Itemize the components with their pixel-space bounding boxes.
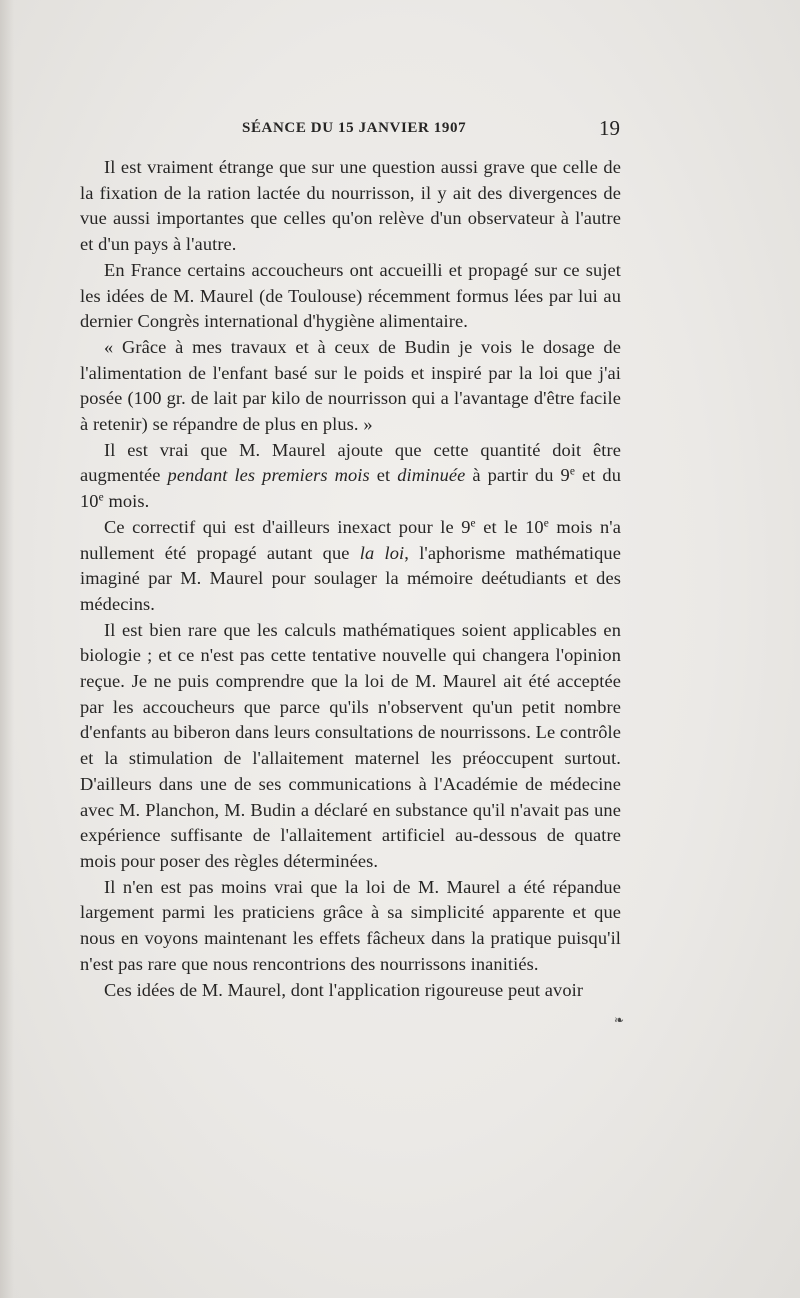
ink-speck: ❧ [613, 1013, 624, 1027]
text-run: Il est bien rare que les calculs mathématiques soient applicables en biologie ; et ce n'est pas cette tentative nouvelle qui changera l'opinion reçue. Je ne puis comprendre que la loi de M. Maurel ait été acceptée par les accoucheurs que parce qu'ils n'observent qu'un petit nombre d'enfants au biberon dans leurs consultations de nourrissons. Le contrôle et la stimulation de l'allaitement maternel les préoccupent surtout. D'ailleurs dans une de ses communications à l'Académie de médecine avec M. Planchon, M. Budin a déclaré en substance qu'il n'avait pas une expérience suffisante de l'allaitement artificiel au-dessous de quatre mois pour poser des règles déterminées. [80, 619, 621, 871]
text-run: à partir du 9 [465, 465, 570, 486]
text-run: En France certains accoucheurs ont accueilli et propagé sur ce sujet les idées de M. Maurel (de Toulouse) récemment formus lées par lui au dernier Congrès international d'hygiène alimentaire. [80, 259, 621, 332]
paragraph [80, 875, 621, 978]
paragraph [80, 155, 621, 258]
text-run: Ce correctif qui est d'ailleurs inexact pour le 9 [104, 516, 471, 537]
body-text [80, 155, 621, 1003]
superscript: e [543, 517, 549, 530]
text-run: , l'aphorisme mathématique imaginé par M. Maurel pour soulager la mémoire deétudiants et des médecins. [80, 542, 621, 614]
superscript: e [569, 466, 576, 479]
running-head: SÉANCE DU 15 JANVIER 1907 [242, 120, 467, 136]
text-run: et [369, 465, 398, 486]
italic-text: pendant les premiers mois [167, 465, 370, 486]
text-run: Ces idées de M. Maurel, dont l'application rigoureuse peut avoir [104, 979, 584, 1000]
text-run: et du 10 [80, 465, 622, 512]
italic-text: la loi [359, 542, 405, 563]
text-run: Il est vrai que M. Maurel ajoute que cette quantité doit être augmentée [80, 439, 621, 486]
text-run: et le 10 [475, 516, 544, 537]
text-run: mois n'a nullement été propagé autant que [80, 516, 621, 563]
superscript: e [98, 491, 104, 504]
paragraph [80, 618, 621, 875]
italic-text: diminuée [397, 465, 466, 486]
paragraph [80, 978, 621, 1004]
superscript: e [470, 517, 476, 530]
paragraph [80, 258, 621, 335]
text-run: « Grâce à mes travaux et à ceux de Budin je vois le dosage de l'alimentation de l'enfant basé sur le poids et inspiré par la loi que j'ai posée (100 gr. de lait par kilo de nourrisson qui a l'avantage d'être facile à retenir) se répandre de plus en plus. » [80, 336, 621, 435]
paragraph [80, 335, 621, 438]
text-run: mois. [103, 491, 150, 512]
page-header [80, 116, 620, 146]
paragraph [80, 438, 621, 515]
text-run: Il est vraiment étrange que sur une question aussi grave que celle de la fixation de la ration lactée du nourrisson, il y ait des divergences de vue aussi importantes que celles qu'on relève d'un observateur à l'autre et d'un pays à l'autre. [80, 157, 621, 255]
paragraph [80, 515, 621, 618]
page-number: 19 [599, 116, 620, 140]
text-run: Il n'en est pas moins vrai que la loi de M. Maurel a été répandue largement parmi les praticiens grâce à sa simplicité apparente et que nous en voyons maintenant les effets fâcheux dans la pratique puisqu'il n'est pas rare que nous rencontrions des nourrissons inanitiés. [80, 876, 621, 974]
